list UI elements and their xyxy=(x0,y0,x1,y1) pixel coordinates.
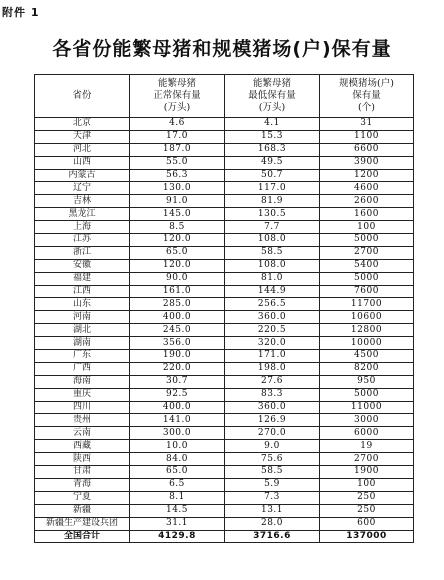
normal-stock-cell: 6.5 xyxy=(130,478,225,491)
province-cell: 河北 xyxy=(35,143,130,156)
table-row xyxy=(35,414,414,427)
minimum-stock-cell: 13.1 xyxy=(225,504,320,517)
minimum-stock-cell: 3716.6 xyxy=(225,530,320,543)
table-row xyxy=(35,130,414,143)
minimum-stock-cell: 15.3 xyxy=(225,130,320,143)
province-header xyxy=(35,75,130,118)
farm-count-cell: 4500 xyxy=(320,350,414,363)
farm-count-cell: 4600 xyxy=(320,182,414,195)
table-row xyxy=(35,195,414,208)
farm-count-cell: 950 xyxy=(320,375,414,388)
normal-stock-cell: 84.0 xyxy=(130,453,225,466)
header-row xyxy=(35,75,414,118)
normal-stock-header xyxy=(130,75,225,118)
province-cell: 黑龙江 xyxy=(35,208,130,221)
table-row xyxy=(35,272,414,285)
table-row xyxy=(35,517,414,530)
minimum-stock-cell: 49.5 xyxy=(225,156,320,169)
province-cell: 甘肃 xyxy=(35,466,130,479)
farm-count-cell: 10600 xyxy=(320,311,414,324)
province-cell: 吉林 xyxy=(35,195,130,208)
table-row xyxy=(35,311,414,324)
header-line: (万头) xyxy=(163,102,191,113)
minimum-stock-cell: 360.0 xyxy=(225,401,320,414)
minimum-stock-cell: 320.0 xyxy=(225,337,320,350)
province-cell: 青海 xyxy=(35,478,130,491)
header-line: 最低保有量 xyxy=(248,90,296,101)
normal-stock-cell: 31.1 xyxy=(130,517,225,530)
farm-count-cell: 11700 xyxy=(320,298,414,311)
normal-stock-cell: 55.0 xyxy=(130,156,225,169)
minimum-stock-cell: 50.7 xyxy=(225,169,320,182)
header-line: 能繁母猪 xyxy=(252,78,291,89)
header-line: 保有量 xyxy=(352,90,381,101)
table-row xyxy=(35,156,414,169)
data-table xyxy=(34,74,414,543)
farm-count-cell: 5000 xyxy=(320,388,414,401)
normal-stock-cell: 141.0 xyxy=(130,414,225,427)
farm-count-cell: 2600 xyxy=(320,195,414,208)
farm-count-header xyxy=(320,75,414,118)
normal-stock-cell: 65.0 xyxy=(130,466,225,479)
table-row xyxy=(35,221,414,234)
province-cell: 全国合计 xyxy=(35,530,130,543)
province-cell: 山西 xyxy=(35,156,130,169)
normal-stock-cell: 190.0 xyxy=(130,350,225,363)
header-line: 能繁母猪 xyxy=(157,78,196,89)
header-line: 规模猪场(户) xyxy=(339,78,394,89)
table-row xyxy=(35,298,414,311)
table-row xyxy=(35,285,414,298)
province-cell: 西藏 xyxy=(35,440,130,453)
minimum-stock-cell: 5.9 xyxy=(225,478,320,491)
minimum-stock-cell: 28.0 xyxy=(225,517,320,530)
normal-stock-cell: 90.0 xyxy=(130,272,225,285)
table-row xyxy=(35,259,414,272)
farm-count-cell: 137000 xyxy=(320,530,414,543)
table-row xyxy=(35,504,414,517)
minimum-stock-cell: 9.0 xyxy=(225,440,320,453)
normal-stock-cell: 145.0 xyxy=(130,208,225,221)
minimum-stock-cell: 126.9 xyxy=(225,414,320,427)
farm-count-cell: 2700 xyxy=(320,453,414,466)
minimum-stock-cell: 7.3 xyxy=(225,491,320,504)
table-row xyxy=(35,388,414,401)
farm-count-cell: 31 xyxy=(320,118,414,131)
table-row xyxy=(35,478,414,491)
normal-stock-cell: 65.0 xyxy=(130,246,225,259)
normal-stock-cell: 220.0 xyxy=(130,362,225,375)
farm-count-cell: 10000 xyxy=(320,337,414,350)
normal-stock-cell: 8.1 xyxy=(130,491,225,504)
normal-stock-cell: 17.0 xyxy=(130,130,225,143)
farm-count-cell: 19 xyxy=(320,440,414,453)
minimum-stock-cell: 75.6 xyxy=(225,453,320,466)
normal-stock-cell: 120.0 xyxy=(130,259,225,272)
normal-stock-cell: 285.0 xyxy=(130,298,225,311)
province-cell: 山东 xyxy=(35,298,130,311)
province-cell: 辽宁 xyxy=(35,182,130,195)
farm-count-cell: 6000 xyxy=(320,427,414,440)
province-cell: 海南 xyxy=(35,375,130,388)
minimum-stock-cell: 198.0 xyxy=(225,362,320,375)
normal-stock-cell: 161.0 xyxy=(130,285,225,298)
table-row xyxy=(35,182,414,195)
farm-count-cell: 1600 xyxy=(320,208,414,221)
table-row xyxy=(35,208,414,221)
province-cell: 上海 xyxy=(35,221,130,234)
farm-count-cell: 8200 xyxy=(320,362,414,375)
farm-count-cell: 1100 xyxy=(320,130,414,143)
farm-count-cell: 2700 xyxy=(320,246,414,259)
province-cell: 广西 xyxy=(35,362,130,375)
table-row xyxy=(35,427,414,440)
normal-stock-cell: 120.0 xyxy=(130,234,225,247)
province-cell: 湖北 xyxy=(35,324,130,337)
normal-stock-cell: 245.0 xyxy=(130,324,225,337)
normal-stock-cell: 14.5 xyxy=(130,504,225,517)
farm-count-cell: 1900 xyxy=(320,466,414,479)
table-row xyxy=(35,118,414,131)
minimum-stock-cell: 81.9 xyxy=(225,195,320,208)
minimum-stock-cell: 256.5 xyxy=(225,298,320,311)
normal-stock-cell: 91.0 xyxy=(130,195,225,208)
farm-count-cell: 7600 xyxy=(320,285,414,298)
farm-count-cell: 600 xyxy=(320,517,414,530)
province-cell: 湖南 xyxy=(35,337,130,350)
farm-count-cell: 100 xyxy=(320,478,414,491)
table-row xyxy=(35,466,414,479)
normal-stock-cell: 130.0 xyxy=(130,182,225,195)
minimum-stock-cell: 171.0 xyxy=(225,350,320,363)
table-row xyxy=(35,362,414,375)
minimum-stock-header xyxy=(225,75,320,118)
minimum-stock-cell: 27.6 xyxy=(225,375,320,388)
minimum-stock-cell: 108.0 xyxy=(225,259,320,272)
table-row xyxy=(35,143,414,156)
province-cell: 天津 xyxy=(35,130,130,143)
table-row xyxy=(35,324,414,337)
farm-count-cell: 3900 xyxy=(320,156,414,169)
province-cell: 新疆 xyxy=(35,504,130,517)
minimum-stock-cell: 58.5 xyxy=(225,466,320,479)
header-line: (个) xyxy=(358,102,375,113)
table-body xyxy=(35,118,414,543)
province-cell: 福建 xyxy=(35,272,130,285)
minimum-stock-cell: 83.3 xyxy=(225,388,320,401)
table-row xyxy=(35,375,414,388)
normal-stock-cell: 300.0 xyxy=(130,427,225,440)
province-cell: 江苏 xyxy=(35,234,130,247)
table-row xyxy=(35,350,414,363)
normal-stock-cell: 4129.8 xyxy=(130,530,225,543)
province-cell: 广东 xyxy=(35,350,130,363)
minimum-stock-cell: 58.5 xyxy=(225,246,320,259)
header-line: 正常保有量 xyxy=(153,90,201,101)
province-cell: 新疆生产建设兵团 xyxy=(35,517,130,530)
minimum-stock-cell: 4.1 xyxy=(225,118,320,131)
farm-count-cell: 1200 xyxy=(320,169,414,182)
normal-stock-cell: 400.0 xyxy=(130,311,225,324)
farm-count-cell: 100 xyxy=(320,221,414,234)
minimum-stock-cell: 144.9 xyxy=(225,285,320,298)
normal-stock-cell: 400.0 xyxy=(130,401,225,414)
table-row xyxy=(35,169,414,182)
province-cell: 宁夏 xyxy=(35,491,130,504)
farm-count-cell: 6600 xyxy=(320,143,414,156)
table-row xyxy=(35,246,414,259)
province-cell: 重庆 xyxy=(35,388,130,401)
total-row xyxy=(35,530,414,543)
normal-stock-cell: 92.5 xyxy=(130,388,225,401)
attachment-label: 附件 1 xyxy=(2,6,40,19)
table-row xyxy=(35,234,414,247)
normal-stock-cell: 356.0 xyxy=(130,337,225,350)
farm-count-cell: 250 xyxy=(320,504,414,517)
minimum-stock-cell: 360.0 xyxy=(225,311,320,324)
minimum-stock-cell: 220.5 xyxy=(225,324,320,337)
province-cell: 陕西 xyxy=(35,453,130,466)
table-row xyxy=(35,453,414,466)
minimum-stock-cell: 7.7 xyxy=(225,221,320,234)
table-row xyxy=(35,401,414,414)
farm-count-cell: 250 xyxy=(320,491,414,504)
province-cell: 安徽 xyxy=(35,259,130,272)
normal-stock-cell: 8.5 xyxy=(130,221,225,234)
document-title: 各省份能繁母猪和规模猪场(户)保有量 xyxy=(52,38,392,60)
province-cell: 四川 xyxy=(35,401,130,414)
farm-count-cell: 5000 xyxy=(320,234,414,247)
minimum-stock-cell: 130.5 xyxy=(225,208,320,221)
farm-count-cell: 12800 xyxy=(320,324,414,337)
header-line: 省份 xyxy=(72,90,92,101)
province-cell: 江西 xyxy=(35,285,130,298)
minimum-stock-cell: 108.0 xyxy=(225,234,320,247)
table-row xyxy=(35,440,414,453)
province-cell: 内蒙古 xyxy=(35,169,130,182)
normal-stock-cell: 30.7 xyxy=(130,375,225,388)
header-line: (万头) xyxy=(258,102,286,113)
farm-count-cell: 11000 xyxy=(320,401,414,414)
minimum-stock-cell: 168.3 xyxy=(225,143,320,156)
table-row xyxy=(35,337,414,350)
province-cell: 河南 xyxy=(35,311,130,324)
normal-stock-cell: 10.0 xyxy=(130,440,225,453)
normal-stock-cell: 187.0 xyxy=(130,143,225,156)
minimum-stock-cell: 81.0 xyxy=(225,272,320,285)
normal-stock-cell: 56.3 xyxy=(130,169,225,182)
farm-count-cell: 3000 xyxy=(320,414,414,427)
minimum-stock-cell: 117.0 xyxy=(225,182,320,195)
province-cell: 贵州 xyxy=(35,414,130,427)
farm-count-cell: 5000 xyxy=(320,272,414,285)
province-cell: 浙江 xyxy=(35,246,130,259)
province-cell: 云南 xyxy=(35,427,130,440)
farm-count-cell: 5400 xyxy=(320,259,414,272)
minimum-stock-cell: 270.0 xyxy=(225,427,320,440)
normal-stock-cell: 4.6 xyxy=(130,118,225,131)
table-row xyxy=(35,491,414,504)
province-cell: 北京 xyxy=(35,118,130,131)
